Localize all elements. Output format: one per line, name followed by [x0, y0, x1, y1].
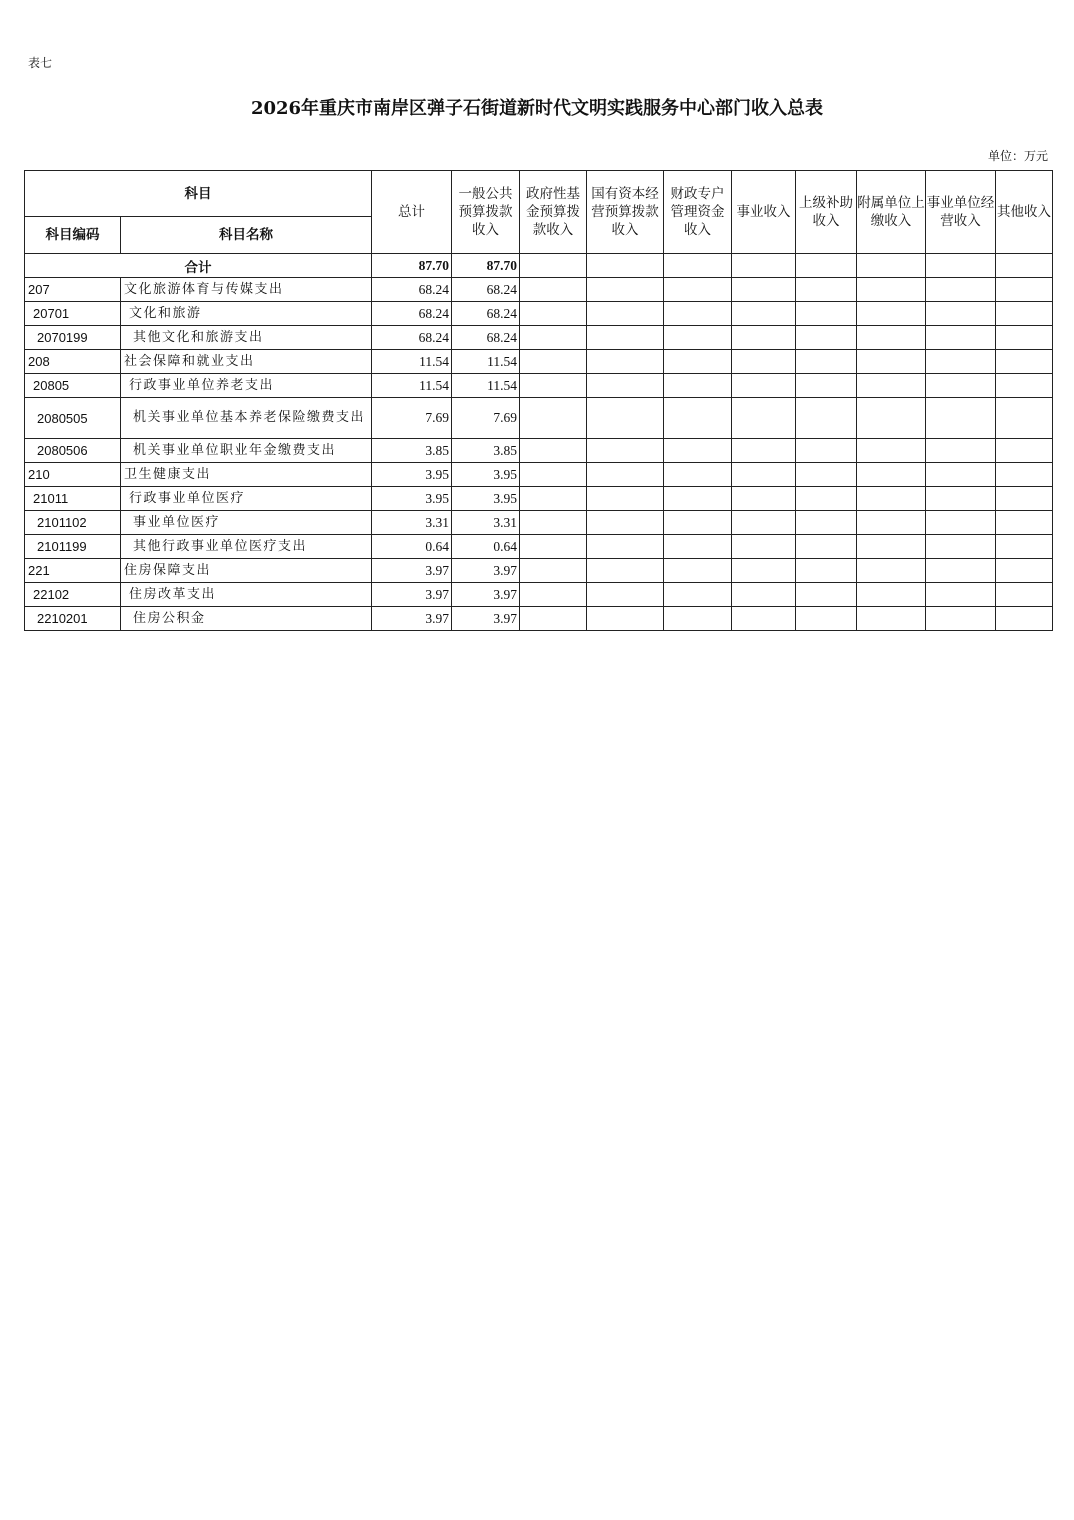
empty-cell	[926, 559, 996, 583]
empty-cell	[520, 607, 587, 631]
row-code: 21011	[25, 487, 121, 511]
row-name: 行政事业单位养老支出	[121, 374, 372, 398]
empty-cell	[520, 487, 587, 511]
empty-cell	[796, 374, 857, 398]
table-row	[25, 278, 1053, 302]
row-general: 3.31	[452, 511, 520, 535]
empty-cell	[996, 559, 1053, 583]
row-name: 文化旅游体育与传媒支出	[121, 278, 372, 302]
row-name: 住房保障支出	[121, 559, 372, 583]
header-total: 总计	[372, 171, 452, 254]
empty-cell	[520, 374, 587, 398]
empty-cell	[857, 302, 926, 326]
empty-cell	[587, 350, 664, 374]
row-general: 3.95	[452, 487, 520, 511]
empty-cell	[520, 350, 587, 374]
empty-cell	[796, 326, 857, 350]
empty-cell	[926, 439, 996, 463]
row-total: 3.95	[372, 487, 452, 511]
row-total: 3.85	[372, 439, 452, 463]
empty-cell	[664, 278, 732, 302]
row-code: 20805	[25, 374, 121, 398]
empty-cell	[664, 326, 732, 350]
empty-cell	[587, 511, 664, 535]
empty-cell	[996, 326, 1053, 350]
empty-cell	[587, 463, 664, 487]
row-code: 210	[25, 463, 121, 487]
header-affiliated-units: 附属单位上缴收入	[857, 171, 926, 254]
table-row	[25, 439, 1053, 463]
empty-cell	[996, 398, 1053, 439]
empty-cell	[587, 278, 664, 302]
empty-cell	[664, 511, 732, 535]
empty-cell	[587, 535, 664, 559]
empty-cell	[926, 535, 996, 559]
empty-cell	[664, 487, 732, 511]
row-general: 3.85	[452, 439, 520, 463]
table-row	[25, 535, 1053, 559]
empty-cell	[857, 326, 926, 350]
header-superior-subsidy: 上级补助收入	[796, 171, 857, 254]
empty-cell	[520, 463, 587, 487]
empty-cell	[732, 511, 796, 535]
table-row	[25, 583, 1053, 607]
empty-cell	[996, 278, 1053, 302]
row-general: 0.64	[452, 535, 520, 559]
empty-cell	[996, 374, 1053, 398]
row-total: 3.97	[372, 559, 452, 583]
empty-cell	[732, 374, 796, 398]
empty-cell	[664, 583, 732, 607]
empty-cell	[996, 607, 1053, 631]
row-total: 68.24	[372, 278, 452, 302]
header-other-income: 其他收入	[996, 171, 1053, 254]
empty-cell	[926, 278, 996, 302]
row-total: 0.64	[372, 535, 452, 559]
header-subject: 科目	[25, 171, 372, 217]
empty-cell	[857, 583, 926, 607]
row-general: 68.24	[452, 278, 520, 302]
table-row	[25, 302, 1053, 326]
empty-cell	[857, 607, 926, 631]
table-row	[25, 607, 1053, 631]
header-code: 科目编码	[25, 217, 121, 254]
row-general: 11.54	[452, 350, 520, 374]
row-total: 3.31	[372, 511, 452, 535]
row-total: 7.69	[372, 398, 452, 439]
row-total: 68.24	[372, 326, 452, 350]
total-row	[25, 254, 1053, 278]
page-title: 2026年重庆市南岸区弹子石街道新时代文明实践服务中心部门收入总表	[250, 98, 824, 119]
empty-cell	[926, 350, 996, 374]
empty-cell	[732, 326, 796, 350]
empty-cell	[796, 350, 857, 374]
table-label: 表七	[28, 56, 53, 70]
empty-cell	[664, 535, 732, 559]
empty-cell	[796, 511, 857, 535]
empty-cell	[796, 302, 857, 326]
row-name: 卫生健康支出	[121, 463, 372, 487]
empty-cell	[857, 374, 926, 398]
header-unit-operating: 事业单位经营收入	[926, 171, 996, 254]
empty-cell	[732, 559, 796, 583]
empty-cell	[926, 511, 996, 535]
empty-cell	[520, 583, 587, 607]
empty-cell	[996, 583, 1053, 607]
empty-cell	[664, 463, 732, 487]
row-name: 行政事业单位医疗	[121, 487, 372, 511]
empty-cell	[587, 607, 664, 631]
empty-cell	[796, 278, 857, 302]
empty-cell	[857, 559, 926, 583]
empty-cell	[520, 559, 587, 583]
income-table	[24, 170, 1053, 631]
row-name: 其他行政事业单位医疗支出	[121, 535, 372, 559]
row-code: 2101199	[25, 535, 121, 559]
empty-cell	[732, 583, 796, 607]
row-code: 207	[25, 278, 121, 302]
empty-cell	[796, 398, 857, 439]
row-code: 2080506	[25, 439, 121, 463]
empty-cell	[926, 487, 996, 511]
row-general: 68.24	[452, 302, 520, 326]
empty-cell	[796, 535, 857, 559]
table-row	[25, 326, 1053, 350]
total-general: 87.70	[452, 254, 520, 278]
empty-cell	[520, 511, 587, 535]
table-row	[25, 374, 1053, 398]
row-code: 2101102	[25, 511, 121, 535]
empty-cell	[926, 374, 996, 398]
row-code: 221	[25, 559, 121, 583]
empty-cell	[996, 302, 1053, 326]
row-general: 3.97	[452, 559, 520, 583]
unit-label: 单位：万元	[987, 149, 1048, 163]
header-general-budget: 一般公共预算拨款收入	[452, 171, 520, 254]
row-total: 11.54	[372, 374, 452, 398]
empty-cell	[732, 302, 796, 326]
empty-cell	[926, 607, 996, 631]
row-total: 68.24	[372, 302, 452, 326]
empty-cell	[732, 398, 796, 439]
row-name: 住房公积金	[121, 607, 372, 631]
empty-cell	[996, 511, 1053, 535]
empty-cell	[796, 463, 857, 487]
empty-cell	[587, 302, 664, 326]
row-general: 3.97	[452, 607, 520, 631]
empty-cell	[520, 398, 587, 439]
table-row	[25, 463, 1053, 487]
row-general: 11.54	[452, 374, 520, 398]
empty-cell	[664, 607, 732, 631]
empty-cell	[926, 463, 996, 487]
empty-cell	[587, 374, 664, 398]
empty-cell	[796, 583, 857, 607]
row-general: 3.95	[452, 463, 520, 487]
empty-cell	[996, 439, 1053, 463]
empty-cell	[732, 350, 796, 374]
row-name: 社会保障和就业支出	[121, 350, 372, 374]
row-name: 文化和旅游	[121, 302, 372, 326]
row-code: 22102	[25, 583, 121, 607]
empty-cell	[664, 559, 732, 583]
empty-cell	[857, 350, 926, 374]
row-total: 3.97	[372, 583, 452, 607]
row-name: 机关事业单位职业年金缴费支出	[121, 439, 372, 463]
empty-cell	[996, 487, 1053, 511]
empty-cell	[926, 326, 996, 350]
row-name: 其他文化和旅游支出	[121, 326, 372, 350]
empty-cell	[664, 350, 732, 374]
empty-cell	[857, 398, 926, 439]
row-name: 机关事业单位基本养老保险缴费支出	[121, 398, 372, 439]
empty-cell	[857, 535, 926, 559]
empty-cell	[996, 350, 1053, 374]
header-fiscal-account: 财政专户管理资金收入	[664, 171, 732, 254]
empty-cell	[520, 535, 587, 559]
empty-cell	[664, 302, 732, 326]
empty-cell	[796, 559, 857, 583]
empty-cell	[587, 439, 664, 463]
total-sum: 87.70	[372, 254, 452, 278]
header-state-capital: 国有资本经营预算拨款收入	[587, 171, 664, 254]
row-total: 3.95	[372, 463, 452, 487]
empty-cell	[857, 511, 926, 535]
row-name: 事业单位医疗	[121, 511, 372, 535]
table-row	[25, 511, 1053, 535]
empty-cell	[520, 278, 587, 302]
empty-cell	[926, 302, 996, 326]
empty-cell	[732, 439, 796, 463]
row-code: 2210201	[25, 607, 121, 631]
row-code: 20701	[25, 302, 121, 326]
empty-cell	[520, 326, 587, 350]
empty-cell	[664, 439, 732, 463]
empty-cell	[796, 439, 857, 463]
row-general: 7.69	[452, 398, 520, 439]
row-code: 2070199	[25, 326, 121, 350]
row-name: 住房改革支出	[121, 583, 372, 607]
row-total: 3.97	[372, 607, 452, 631]
table-row	[25, 350, 1053, 374]
empty-cell	[587, 559, 664, 583]
empty-cell	[587, 583, 664, 607]
row-code: 208	[25, 350, 121, 374]
empty-cell	[520, 302, 587, 326]
header-gov-fund: 政府性基金预算拨款收入	[520, 171, 587, 254]
row-general: 3.97	[452, 583, 520, 607]
empty-cell	[857, 463, 926, 487]
empty-cell	[587, 398, 664, 439]
empty-cell	[996, 535, 1053, 559]
header-business-income: 事业收入	[732, 171, 796, 254]
table-row	[25, 398, 1053, 439]
row-total: 11.54	[372, 350, 452, 374]
table-row	[25, 559, 1053, 583]
empty-cell	[857, 487, 926, 511]
empty-cell	[796, 607, 857, 631]
empty-cell	[732, 607, 796, 631]
empty-cell	[926, 583, 996, 607]
empty-cell	[732, 278, 796, 302]
empty-cell	[664, 398, 732, 439]
empty-cell	[796, 487, 857, 511]
empty-cell	[926, 398, 996, 439]
total-label: 合计	[25, 254, 372, 278]
empty-cell	[732, 535, 796, 559]
header-name: 科目名称	[121, 217, 372, 254]
empty-cell	[732, 487, 796, 511]
empty-cell	[520, 439, 587, 463]
empty-cell	[587, 487, 664, 511]
row-general: 68.24	[452, 326, 520, 350]
empty-cell	[732, 463, 796, 487]
row-code: 2080505	[25, 398, 121, 439]
empty-cell	[664, 374, 732, 398]
empty-cell	[996, 463, 1053, 487]
empty-cell	[587, 326, 664, 350]
empty-cell	[857, 278, 926, 302]
empty-cell	[857, 439, 926, 463]
table-row	[25, 487, 1053, 511]
